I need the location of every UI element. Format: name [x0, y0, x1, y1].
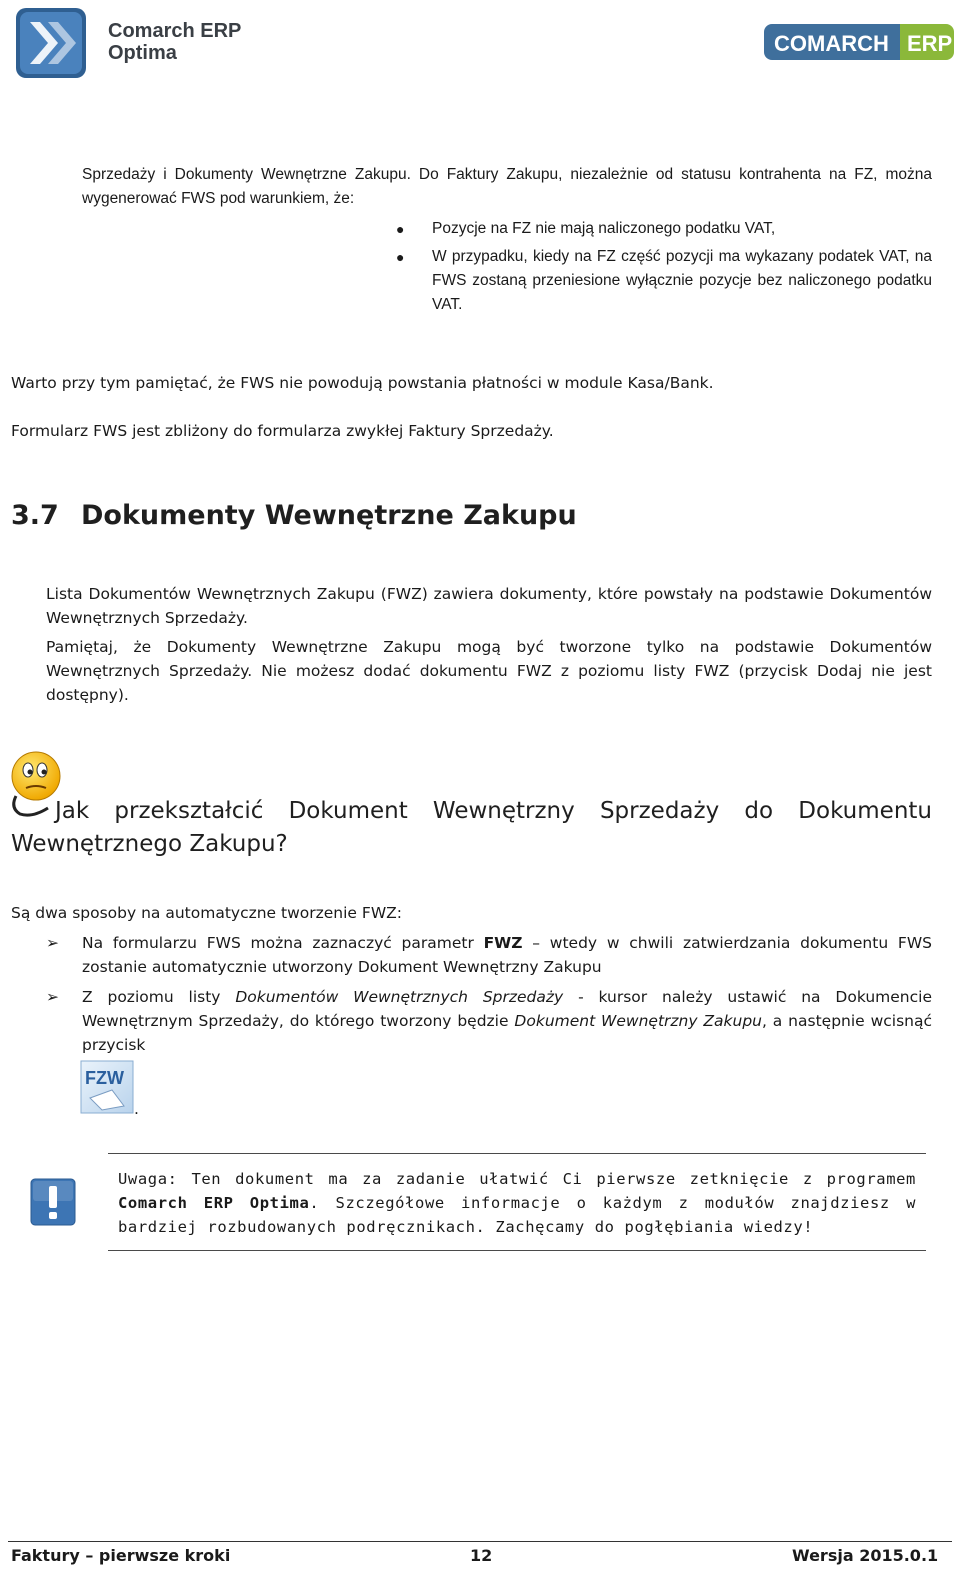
button-trailing-dot: . — [134, 1100, 139, 1118]
brand-comarch-text: COMARCH — [774, 31, 889, 56]
product-logo-text — [108, 20, 241, 64]
way1-text-a: Na formularzu FWS można zaznaczyć parametr — [82, 934, 484, 952]
arrow-bullet-icon: ➢ — [46, 988, 59, 1006]
question-heading — [11, 795, 932, 861]
note-text-b: . Szczegółowe informacje o każdym z modułów znajdziesz w bardziej rozbudowanych podręcznikach. Zachęcamy do pogłębiania wiedzy! — [118, 1194, 916, 1236]
note-text-a: Uwaga: Ten dokument ma za zadanie ułatwić Ci pierwsze zetknięcie z programem — [118, 1170, 916, 1188]
note-bottom-divider — [108, 1250, 926, 1251]
ways-intro: Są dwa sposoby na automatyczne tworzenie FWZ: — [11, 904, 402, 922]
product-name-line2: Optima — [108, 42, 177, 64]
way2-doc-name: Dokument Wewnętrzny Zakupu — [514, 1012, 762, 1030]
way2-list-name: Dokumentów Wewnętrznych Sprzedaży — [235, 988, 564, 1006]
comarch-optima-logo-icon — [16, 8, 86, 78]
brand-erp-text: ERP — [907, 31, 953, 56]
way1-text-b: – wtedy w chwili zatwierdzania dokumentu FWS zostanie automatycznie utworzony Dokument Wewnętrzny Zakupu — [82, 934, 932, 976]
footer-divider — [8, 1541, 952, 1542]
section-number: 3.7 — [11, 500, 59, 531]
section-heading — [11, 500, 577, 531]
payments-paragraph: Warto przy tym pamiętać, że FWS nie powodują powstania płatności w module Kasa/Bank. — [11, 374, 714, 392]
bullet-icon: ● — [396, 221, 405, 237]
note-text — [118, 1167, 916, 1239]
list-item — [46, 985, 932, 1057]
ways-list — [46, 931, 932, 1063]
question-text: Jak przekształcić Dokument Wewnętrzny Sprzedaży do Dokumentu Wewnętrznego Zakupu? — [11, 798, 932, 857]
way1-param: FWZ — [483, 934, 523, 952]
comarch-erp-logo — [764, 22, 954, 62]
bullet-icon: ● — [396, 249, 405, 265]
conditions-list — [396, 217, 932, 321]
product-name-line1: Comarch ERP — [108, 20, 242, 42]
list-item — [396, 245, 932, 317]
exclamation-icon — [30, 1178, 76, 1226]
way2-text-c: , a następnie wcisnąć przycisk — [82, 1012, 933, 1054]
list-item-text: Pozycje na FZ nie mają naliczonego podatku VAT, — [432, 220, 776, 237]
footer-version: Wersja 2015.0.1 — [792, 1546, 939, 1565]
list-item — [46, 931, 932, 979]
arrow-bullet-icon: ➢ — [46, 934, 59, 952]
footer-doc-title: Faktury – pierwsze kroki — [11, 1546, 231, 1565]
fzw-button-label: FZW — [85, 1068, 124, 1088]
list-item — [396, 217, 932, 241]
fzw-button-icon — [80, 1060, 134, 1114]
note-product-name: Comarch ERP Optima — [118, 1194, 310, 1212]
intro-paragraph: Sprzedaży i Dokumenty Wewnętrzne Zakupu. Do Faktury Zakupu, niezależnie od statusu kontrahenta na FZ, można wygenerować FWS pod warunkiem, że: — [82, 166, 932, 207]
footer-page-number: 12 — [470, 1546, 493, 1565]
form-paragraph: Formularz FWS jest zbliżony do formularza zwykłej Faktury Sprzedaży. — [11, 422, 554, 440]
list-item-text: W przypadku, kiedy na FZ część pozycji ma wykazany podatek VAT, na FWS zostaną przeniesione wyłącznie pozycje bez naliczonego podatku VAT. — [432, 248, 932, 313]
note-top-divider — [108, 1153, 926, 1154]
section-paragraph-1: Lista Dokumentów Wewnętrznych Zakupu (FWZ) zawiera dokumenty, które powstały na podstawie Dokumentów Wewnętrznych Sprzedaży. — [46, 585, 932, 627]
way2-text-b: - kursor należy ustawić na Dokumencie Wewnętrznym Sprzedaży, do którego tworzony będzie — [82, 988, 932, 1030]
way2-text-a: Z poziomu listy — [82, 988, 236, 1006]
section-paragraph-2: Pamiętaj, że Dokumenty Wewnętrzne Zakupu mogą być tworzone tylko na podstawie Dokumentów Wewnętrznych Sprzedaży. Nie możesz dodać dokumentu FWZ z poziomu listy FWZ (przycisk Dodaj nie jest dostępny). — [46, 638, 932, 704]
section-title: Dokumenty Wewnętrzne Zakupu — [81, 500, 577, 531]
